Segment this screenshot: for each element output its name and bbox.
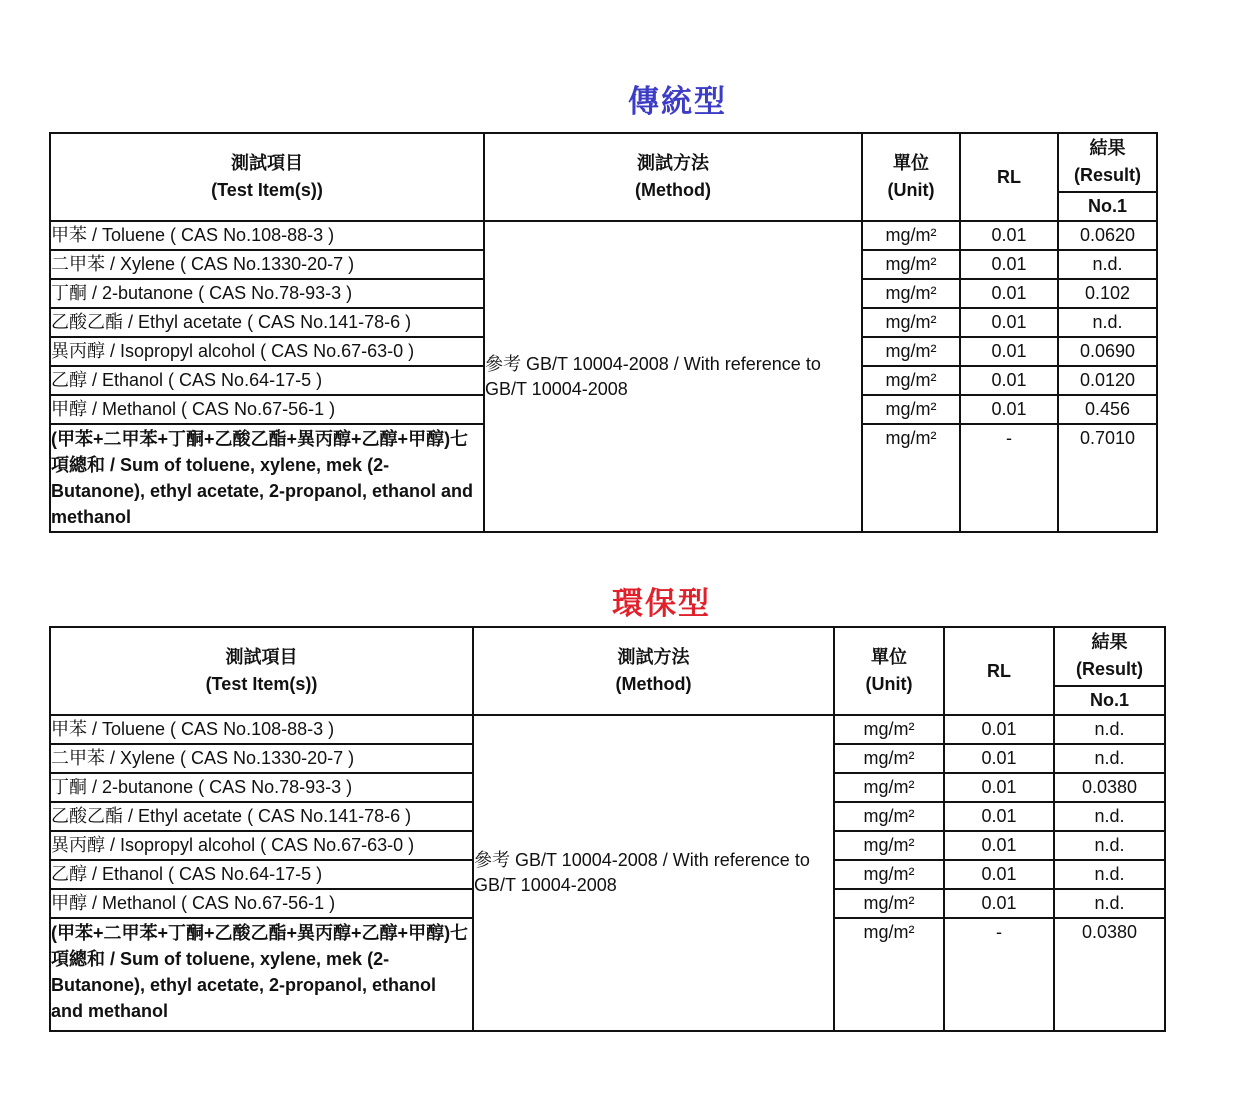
rl-cell: 0.01: [944, 831, 1054, 860]
result-cell: 0.0380: [1054, 918, 1165, 1031]
header-test-item: 測試項目 (Test Item(s)): [50, 133, 484, 221]
sum-item-cell: (甲苯+二甲苯+丁酮+乙酸乙酯+異丙醇+乙醇+甲醇)七項總和 / Sum of toluene, xylene, mek (2-Butanone), ethyl acetate, 2-propanol, ethanol and methanol: [50, 918, 473, 1031]
unit-cell: mg/m²: [834, 802, 944, 831]
result-cell: 0.0690: [1058, 337, 1157, 366]
unit-cell: mg/m²: [834, 715, 944, 744]
test-item-cell: 甲苯 / Toluene ( CAS No.108-88-3 ): [50, 715, 473, 744]
header-sample-no: No.1: [1054, 686, 1165, 715]
table-row: [50, 221, 1157, 250]
results-table-eco: [49, 626, 1166, 1032]
result-cell: 0.102: [1058, 279, 1157, 308]
rl-cell: 0.01: [960, 366, 1058, 395]
unit-cell: mg/m²: [862, 279, 960, 308]
unit-cell: mg/m²: [834, 918, 944, 1031]
header-test-item: 測試項目 (Test Item(s)): [50, 627, 473, 715]
header-result: 結果 (Result): [1054, 627, 1165, 686]
result-cell: n.d.: [1058, 250, 1157, 279]
test-item-cell: 二甲苯 / Xylene ( CAS No.1330-20-7 ): [50, 250, 484, 279]
rl-cell: 0.01: [960, 250, 1058, 279]
header-unit: 單位 (Unit): [834, 627, 944, 715]
test-item-cell: 異丙醇 / Isopropyl alcohol ( CAS No.67-63-0 ): [50, 337, 484, 366]
test-item-cell: 丁酮 / 2-butanone ( CAS No.78-93-3 ): [50, 773, 473, 802]
result-cell: n.d.: [1054, 744, 1165, 773]
test-item-cell: 甲醇 / Methanol ( CAS No.67-56-1 ): [50, 889, 473, 918]
header-method: 測試方法 (Method): [473, 627, 834, 715]
unit-cell: mg/m²: [834, 744, 944, 773]
rl-cell: 0.01: [944, 744, 1054, 773]
unit-cell: mg/m²: [834, 831, 944, 860]
test-item-cell: 乙醇 / Ethanol ( CAS No.64-17-5 ): [50, 366, 484, 395]
unit-cell: mg/m²: [862, 250, 960, 279]
header-rl: RL: [960, 133, 1058, 221]
rl-cell: 0.01: [960, 337, 1058, 366]
unit-cell: mg/m²: [862, 424, 960, 532]
result-cell: n.d.: [1054, 715, 1165, 744]
unit-cell: mg/m²: [862, 337, 960, 366]
result-cell: n.d.: [1058, 308, 1157, 337]
unit-cell: mg/m²: [834, 889, 944, 918]
result-cell: 0.0120: [1058, 366, 1157, 395]
rl-cell: 0.01: [960, 279, 1058, 308]
unit-cell: mg/m²: [862, 221, 960, 250]
rl-cell: 0.01: [944, 773, 1054, 802]
result-cell: n.d.: [1054, 802, 1165, 831]
method-cell: 參考 GB/T 10004-2008 / With reference to GB/T 10004-2008: [473, 715, 834, 1031]
table-row: [50, 715, 1165, 744]
header-method: 測試方法 (Method): [484, 133, 862, 221]
result-cell: n.d.: [1054, 860, 1165, 889]
test-item-cell: 丁酮 / 2-butanone ( CAS No.78-93-3 ): [50, 279, 484, 308]
rl-cell: -: [960, 424, 1058, 532]
rl-cell: 0.01: [960, 221, 1058, 250]
test-item-cell: 乙醇 / Ethanol ( CAS No.64-17-5 ): [50, 860, 473, 889]
unit-cell: mg/m²: [834, 773, 944, 802]
rl-cell: 0.01: [944, 802, 1054, 831]
results-table-traditional: [49, 132, 1158, 533]
rl-cell: 0.01: [960, 395, 1058, 424]
test-item-cell: 甲苯 / Toluene ( CAS No.108-88-3 ): [50, 221, 484, 250]
rl-cell: 0.01: [944, 889, 1054, 918]
result-cell: n.d.: [1054, 831, 1165, 860]
result-cell: 0.0620: [1058, 221, 1157, 250]
rl-cell: 0.01: [960, 308, 1058, 337]
test-item-cell: 乙酸乙酯 / Ethyl acetate ( CAS No.141-78-6 ): [50, 802, 473, 831]
rl-cell: -: [944, 918, 1054, 1031]
header-result: 結果 (Result): [1058, 133, 1157, 192]
method-cell: 參考 GB/T 10004-2008 / With reference to GB/T 10004-2008: [484, 221, 862, 532]
header-sample-no: No.1: [1058, 192, 1157, 221]
sum-item-cell: (甲苯+二甲苯+丁酮+乙酸乙酯+異丙醇+乙醇+甲醇)七項總和 / Sum of toluene, xylene, mek (2-Butanone), ethyl acetate, 2-propanol, ethanol and methanol: [50, 424, 484, 532]
unit-cell: mg/m²: [862, 366, 960, 395]
result-cell: 0.456: [1058, 395, 1157, 424]
section-title-traditional: 傳統型: [628, 84, 727, 120]
section-title-eco: 環保型: [612, 586, 711, 622]
test-item-cell: 乙酸乙酯 / Ethyl acetate ( CAS No.141-78-6 ): [50, 308, 484, 337]
test-item-cell: 異丙醇 / Isopropyl alcohol ( CAS No.67-63-0 ): [50, 831, 473, 860]
header-rl: RL: [944, 627, 1054, 715]
result-cell: 0.0380: [1054, 773, 1165, 802]
header-unit: 單位 (Unit): [862, 133, 960, 221]
test-item-cell: 甲醇 / Methanol ( CAS No.67-56-1 ): [50, 395, 484, 424]
unit-cell: mg/m²: [834, 860, 944, 889]
test-item-cell: 二甲苯 / Xylene ( CAS No.1330-20-7 ): [50, 744, 473, 773]
rl-cell: 0.01: [944, 715, 1054, 744]
rl-cell: 0.01: [944, 860, 1054, 889]
result-cell: n.d.: [1054, 889, 1165, 918]
result-cell: 0.7010: [1058, 424, 1157, 532]
unit-cell: mg/m²: [862, 395, 960, 424]
unit-cell: mg/m²: [862, 308, 960, 337]
